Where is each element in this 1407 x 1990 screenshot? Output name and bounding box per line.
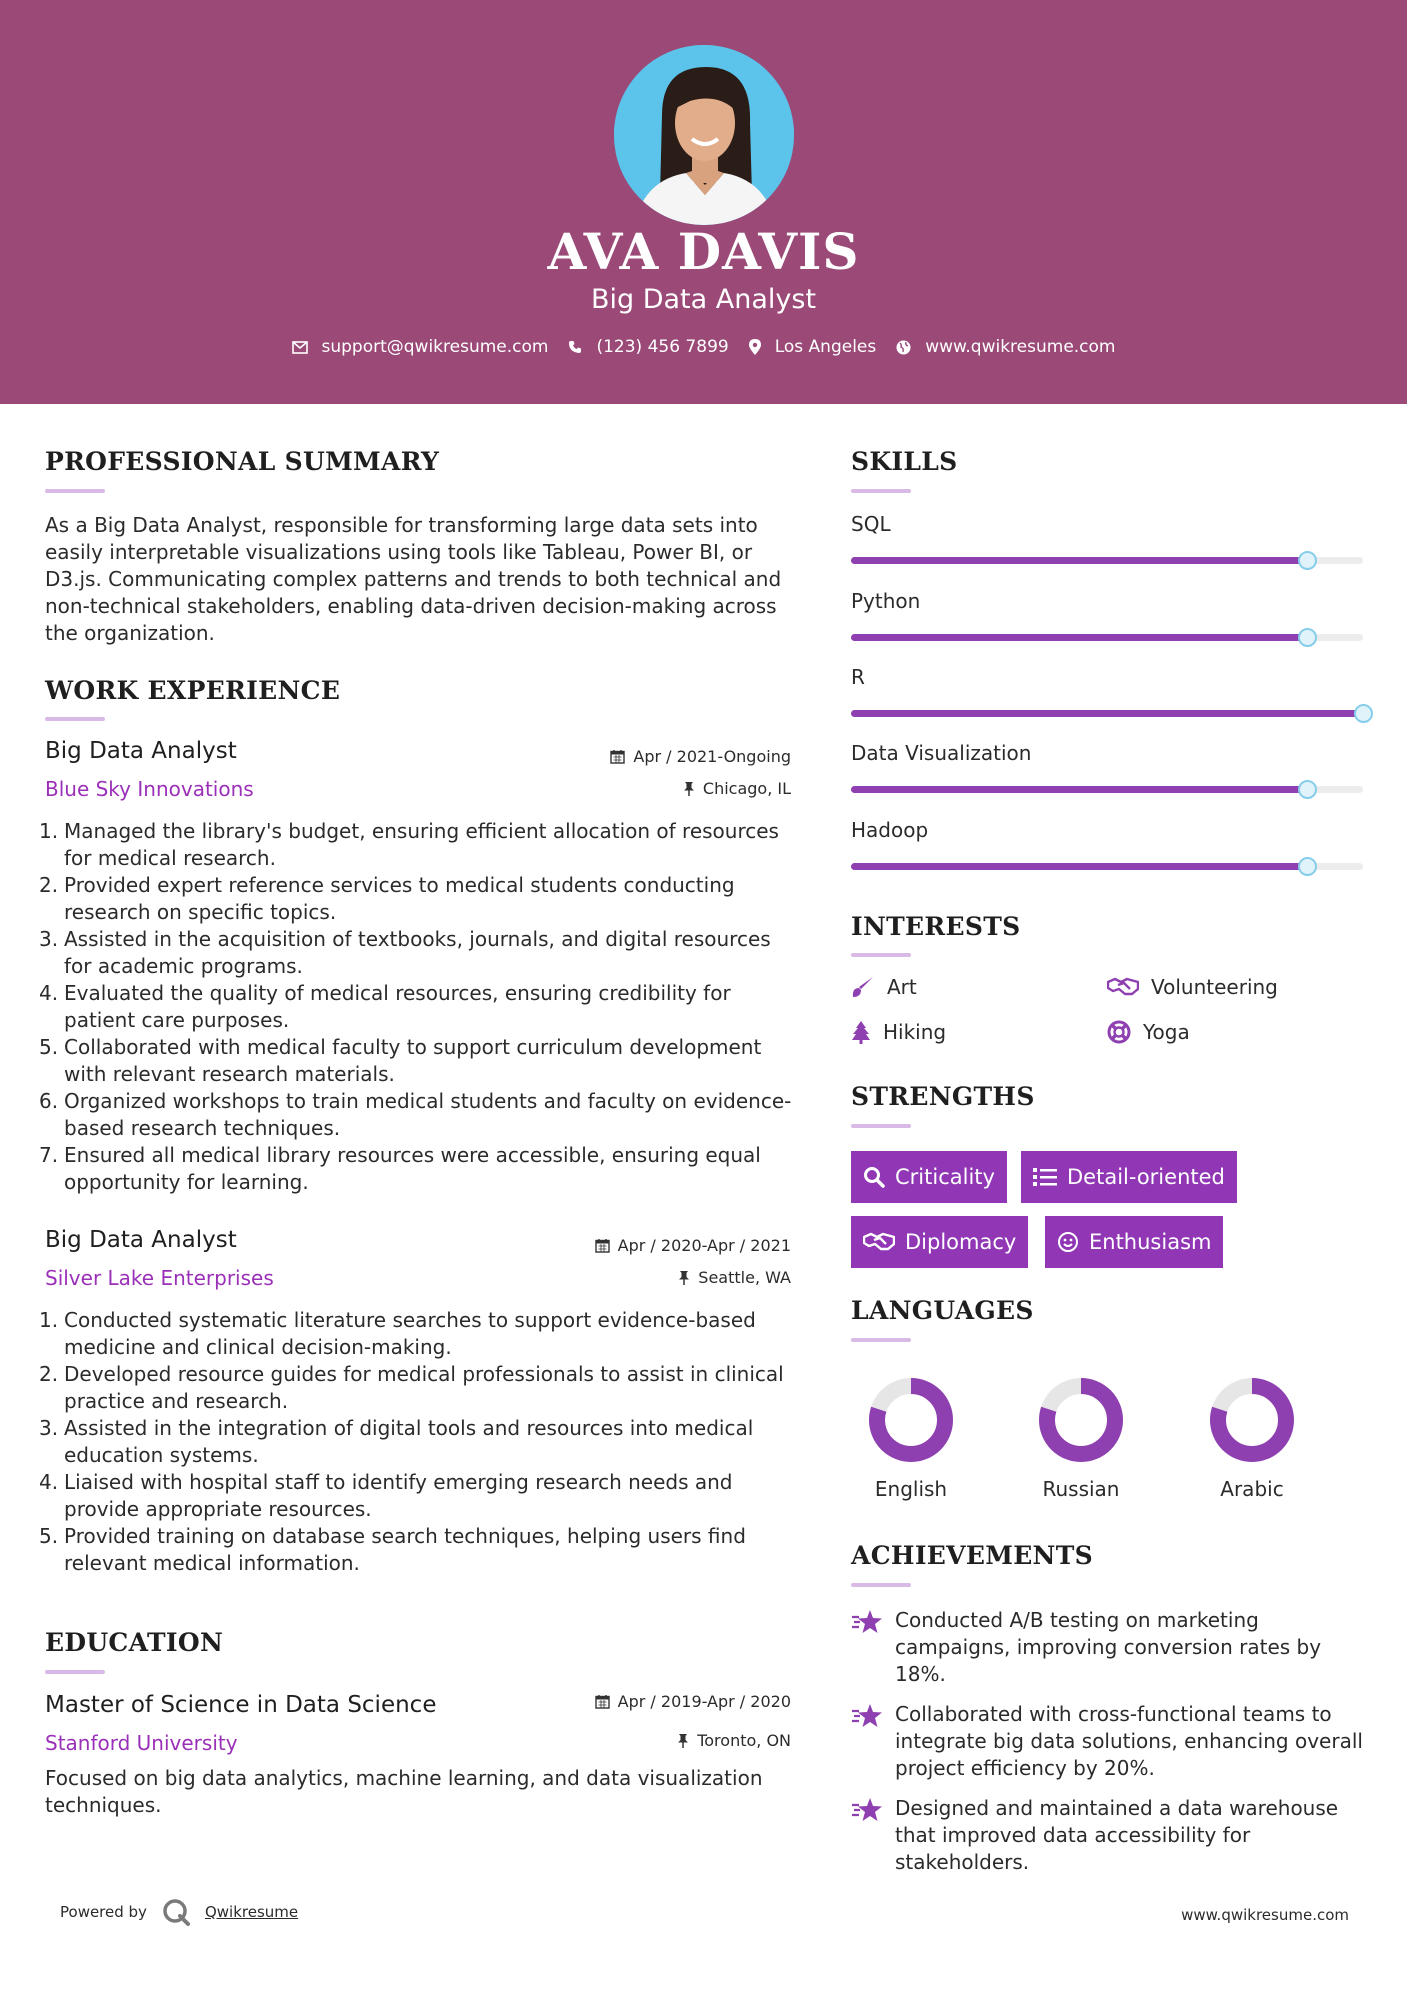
summary-text: As a Big Data Analyst, responsible for transforming large data sets into easily interpretable visualizations using tools like Tableau, Power BI, or D3.js. Communicating complex patterns and trends to both technical and non-technical stakeholders, enabling data-driven decision-making across the organization. <box>45 513 782 645</box>
interest-label: Art <box>887 975 917 999</box>
duty-item <box>39 1523 799 1577</box>
pushpin-icon <box>678 1270 690 1285</box>
languages-heading-underline <box>851 1338 911 1342</box>
skill-bar-fill <box>851 557 1307 564</box>
achievement-text: Collaborated with cross-functional teams to integrate big data solutions, enhancing overall project efficiency by 20%. <box>895 1702 1363 1780</box>
contact-website[interactable] <box>896 337 1115 357</box>
calendar-icon <box>595 1694 610 1709</box>
strength-label: Detail-oriented <box>1067 1165 1225 1189</box>
duty-item <box>39 818 799 872</box>
skill-bar-fill <box>851 863 1307 870</box>
skill-name: Data Visualization <box>851 741 1032 765</box>
skill-bar-fill <box>851 634 1307 641</box>
website-text: www.qwikresume.com <box>925 337 1116 357</box>
job-title: Big Data Analyst <box>45 1227 237 1253</box>
degree-title: Master of Science in Data Science <box>45 1692 437 1718</box>
pushpin-icon <box>683 781 695 796</box>
duty-item <box>39 1142 799 1196</box>
list-icon <box>1033 1167 1057 1187</box>
duty-item <box>39 980 799 1034</box>
duty-text: Collaborated with medical faculty to support curriculum development with relevant research materials. <box>64 1035 762 1086</box>
globe-icon <box>896 340 911 355</box>
job-company: Silver Lake Enterprises <box>45 1266 274 1290</box>
contact-phone[interactable] <box>568 337 728 357</box>
job-dates <box>610 747 791 766</box>
strength-tag <box>851 1151 1007 1203</box>
duty-text: Provided expert reference services to medical students conducting research on specific topics. <box>64 873 735 924</box>
skill-bar <box>851 710 1363 717</box>
duty-number: 1. <box>39 1308 59 1332</box>
brand-link[interactable]: Qwikresume <box>204 1903 299 1921</box>
skill-name: SQL <box>851 512 891 536</box>
skill-bar <box>851 634 1363 641</box>
star-icon <box>851 1795 883 1876</box>
pushpin-icon <box>677 1733 689 1748</box>
skill-bar-knob <box>1298 628 1317 647</box>
location-text: Los Angeles <box>774 337 877 357</box>
interest-item <box>1107 1020 1190 1044</box>
duty-number: 2. <box>39 873 59 897</box>
language-label: Russian <box>1042 1477 1120 1501</box>
duty-text: Conducted systematic literature searches to support evidence-based medicine and clinical decision-making. <box>64 1308 756 1359</box>
job-title: Big Data Analyst <box>45 738 237 764</box>
search-icon <box>863 1166 885 1188</box>
handshake-icon <box>1107 976 1139 998</box>
calendar-icon <box>595 1238 610 1253</box>
skill-bar-fill <box>851 710 1363 717</box>
duty-item <box>39 1415 799 1469</box>
duty-text: Organized workshops to train medical students and faculty on evidence-based research techniques. <box>64 1089 792 1140</box>
job-dates-text: Apr / 2020-Apr / 2021 <box>617 1236 791 1255</box>
achievements-heading-underline <box>851 1583 911 1587</box>
job-location-text: Chicago, IL <box>702 779 791 798</box>
job-location <box>683 779 791 798</box>
skill-bar-knob <box>1354 704 1373 723</box>
skill-bar-fill <box>851 786 1307 793</box>
duty-text: Ensured all medical library resources were accessible, ensuring equal opportunity for learning. <box>64 1143 761 1194</box>
contact-bar <box>0 337 1407 357</box>
education-location-text: Toronto, ON <box>697 1731 791 1750</box>
contact-email[interactable] <box>292 337 549 357</box>
job-location <box>678 1268 791 1287</box>
strengths-heading-underline <box>851 1124 911 1128</box>
calendar-icon <box>610 749 625 764</box>
duty-text: Managed the library's budget, ensuring efficient allocation of resources for medical research. <box>64 819 779 870</box>
duty-text: Liaised with hospital staff to identify emerging research needs and provide appropriate resources. <box>64 1470 733 1521</box>
achievement-item <box>851 1607 1371 1688</box>
skill-name: Python <box>851 589 921 613</box>
interest-label: Volunteering <box>1151 975 1278 999</box>
contact-location <box>749 337 877 357</box>
language-donut <box>1036 1375 1126 1465</box>
achievement-text: Conducted A/B testing on marketing campaigns, improving conversion rates by 18%. <box>895 1608 1322 1686</box>
education-dates-text: Apr / 2019-Apr / 2020 <box>617 1692 791 1711</box>
education-heading: EDUCATION <box>45 1628 224 1657</box>
phone-text: (123) 456 7899 <box>596 337 729 357</box>
duty-item <box>39 1088 799 1142</box>
lifering-icon <box>1107 1020 1131 1044</box>
education-dates <box>595 1692 791 1711</box>
achievement-item <box>851 1701 1371 1782</box>
school-name: Stanford University <box>45 1731 238 1755</box>
strength-tag <box>1045 1216 1223 1268</box>
strengths-heading: STRENGTHS <box>851 1082 1035 1111</box>
interest-item <box>851 975 917 999</box>
duty-item <box>39 926 799 980</box>
duty-number: 6. <box>39 1089 59 1113</box>
summary-heading: PROFESSIONAL SUMMARY <box>45 447 440 476</box>
duty-item <box>39 1469 799 1523</box>
paintbrush-icon <box>851 976 875 998</box>
footer-url[interactable]: www.qwikresume.com <box>1181 1906 1349 1924</box>
handshake-icon <box>863 1231 895 1253</box>
star-icon <box>851 1701 883 1782</box>
experience-heading-underline <box>45 717 105 721</box>
duty-number: 2. <box>39 1362 59 1386</box>
skill-bar-knob <box>1298 857 1317 876</box>
interests-heading: INTERESTS <box>851 912 1021 941</box>
education-location <box>677 1731 791 1750</box>
duty-number: 5. <box>39 1524 59 1548</box>
strength-label: Diplomacy <box>905 1230 1017 1254</box>
portrait-image <box>614 45 794 225</box>
map-pin-icon <box>749 339 761 355</box>
experience-heading: WORK EXPERIENCE <box>45 676 341 705</box>
achievements-heading: ACHIEVEMENTS <box>851 1541 1093 1570</box>
job-dates <box>595 1236 791 1255</box>
strength-label: Criticality <box>895 1165 995 1189</box>
language-donut <box>1207 1375 1297 1465</box>
duty-number: 4. <box>39 981 59 1005</box>
duty-text: Assisted in the acquisition of textbooks, journals, and digital resources for academic programs. <box>64 927 771 978</box>
languages-heading: LANGUAGES <box>851 1296 1034 1325</box>
skill-bar-knob <box>1298 780 1317 799</box>
interest-label: Hiking <box>883 1020 947 1044</box>
language-item <box>1192 1375 1312 1501</box>
avatar <box>614 45 794 225</box>
language-item <box>851 1375 971 1501</box>
duty-item <box>39 872 799 926</box>
duty-item <box>39 1034 799 1088</box>
powered-by-text: Powered by <box>60 1903 147 1921</box>
duty-number: 3. <box>39 1416 59 1440</box>
email-text: support@qwikresume.com <box>321 337 549 357</box>
skills-heading: SKILLS <box>851 447 958 476</box>
job-duties-list <box>39 1307 799 1577</box>
duty-text: Assisted in the integration of digital tools and resources into medical education systems. <box>64 1416 754 1467</box>
qwikresume-logo-icon <box>161 1897 191 1927</box>
duty-number: 7. <box>39 1143 59 1167</box>
job-company: Blue Sky Innovations <box>45 777 254 801</box>
phone-icon <box>568 340 582 354</box>
language-donut <box>866 1375 956 1465</box>
duty-number: 3. <box>39 927 59 951</box>
resume-header <box>0 0 1407 404</box>
job-duties-list <box>39 818 799 1196</box>
interest-label: Yoga <box>1143 1020 1190 1044</box>
smile-icon <box>1057 1231 1079 1253</box>
interest-item <box>1107 975 1278 999</box>
skills-heading-underline <box>851 489 911 493</box>
skill-bar <box>851 557 1363 564</box>
duty-number: 4. <box>39 1470 59 1494</box>
candidate-title: Big Data Analyst <box>590 284 817 315</box>
job-dates-text: Apr / 2021-Ongoing <box>633 747 791 766</box>
duty-number: 1. <box>39 819 59 843</box>
envelope-icon <box>292 341 308 354</box>
candidate-name: AVA DAVIS <box>547 222 860 281</box>
skill-bar-knob <box>1298 551 1317 570</box>
achievement-item <box>851 1795 1371 1876</box>
duty-item <box>39 1307 799 1361</box>
skill-name: Hadoop <box>851 818 929 842</box>
strength-tag <box>851 1216 1028 1268</box>
strength-tag <box>1021 1151 1237 1203</box>
skill-name: R <box>851 665 865 689</box>
tree-icon <box>851 1020 871 1044</box>
education-heading-underline <box>45 1670 105 1674</box>
interests-heading-underline <box>851 953 911 957</box>
summary-heading-underline <box>45 489 105 493</box>
duty-text: Provided training on database search techniques, helping users find relevant medical information. <box>64 1524 746 1575</box>
achievement-text: Designed and maintained a data warehouse that improved data accessibility for stakeholders. <box>895 1796 1339 1874</box>
duty-number: 5. <box>39 1035 59 1059</box>
footer-powered-by <box>60 1897 298 1927</box>
duty-item <box>39 1361 799 1415</box>
duty-text: Evaluated the quality of medical resources, ensuring credibility for patient care purposes. <box>64 981 731 1032</box>
duty-text: Developed resource guides for medical professionals to assist in clinical practice and research. <box>64 1362 784 1413</box>
interest-item <box>851 1020 946 1044</box>
education-description: Focused on big data analytics, machine learning, and data visualization techniques. <box>45 1766 763 1817</box>
language-label: English <box>874 1477 948 1501</box>
language-item <box>1021 1375 1141 1501</box>
strength-label: Enthusiasm <box>1089 1230 1212 1254</box>
job-location-text: Seattle, WA <box>698 1268 791 1287</box>
skill-bar <box>851 863 1363 870</box>
star-icon <box>851 1607 883 1688</box>
language-label: Arabic <box>1220 1477 1284 1501</box>
skill-bar <box>851 786 1363 793</box>
